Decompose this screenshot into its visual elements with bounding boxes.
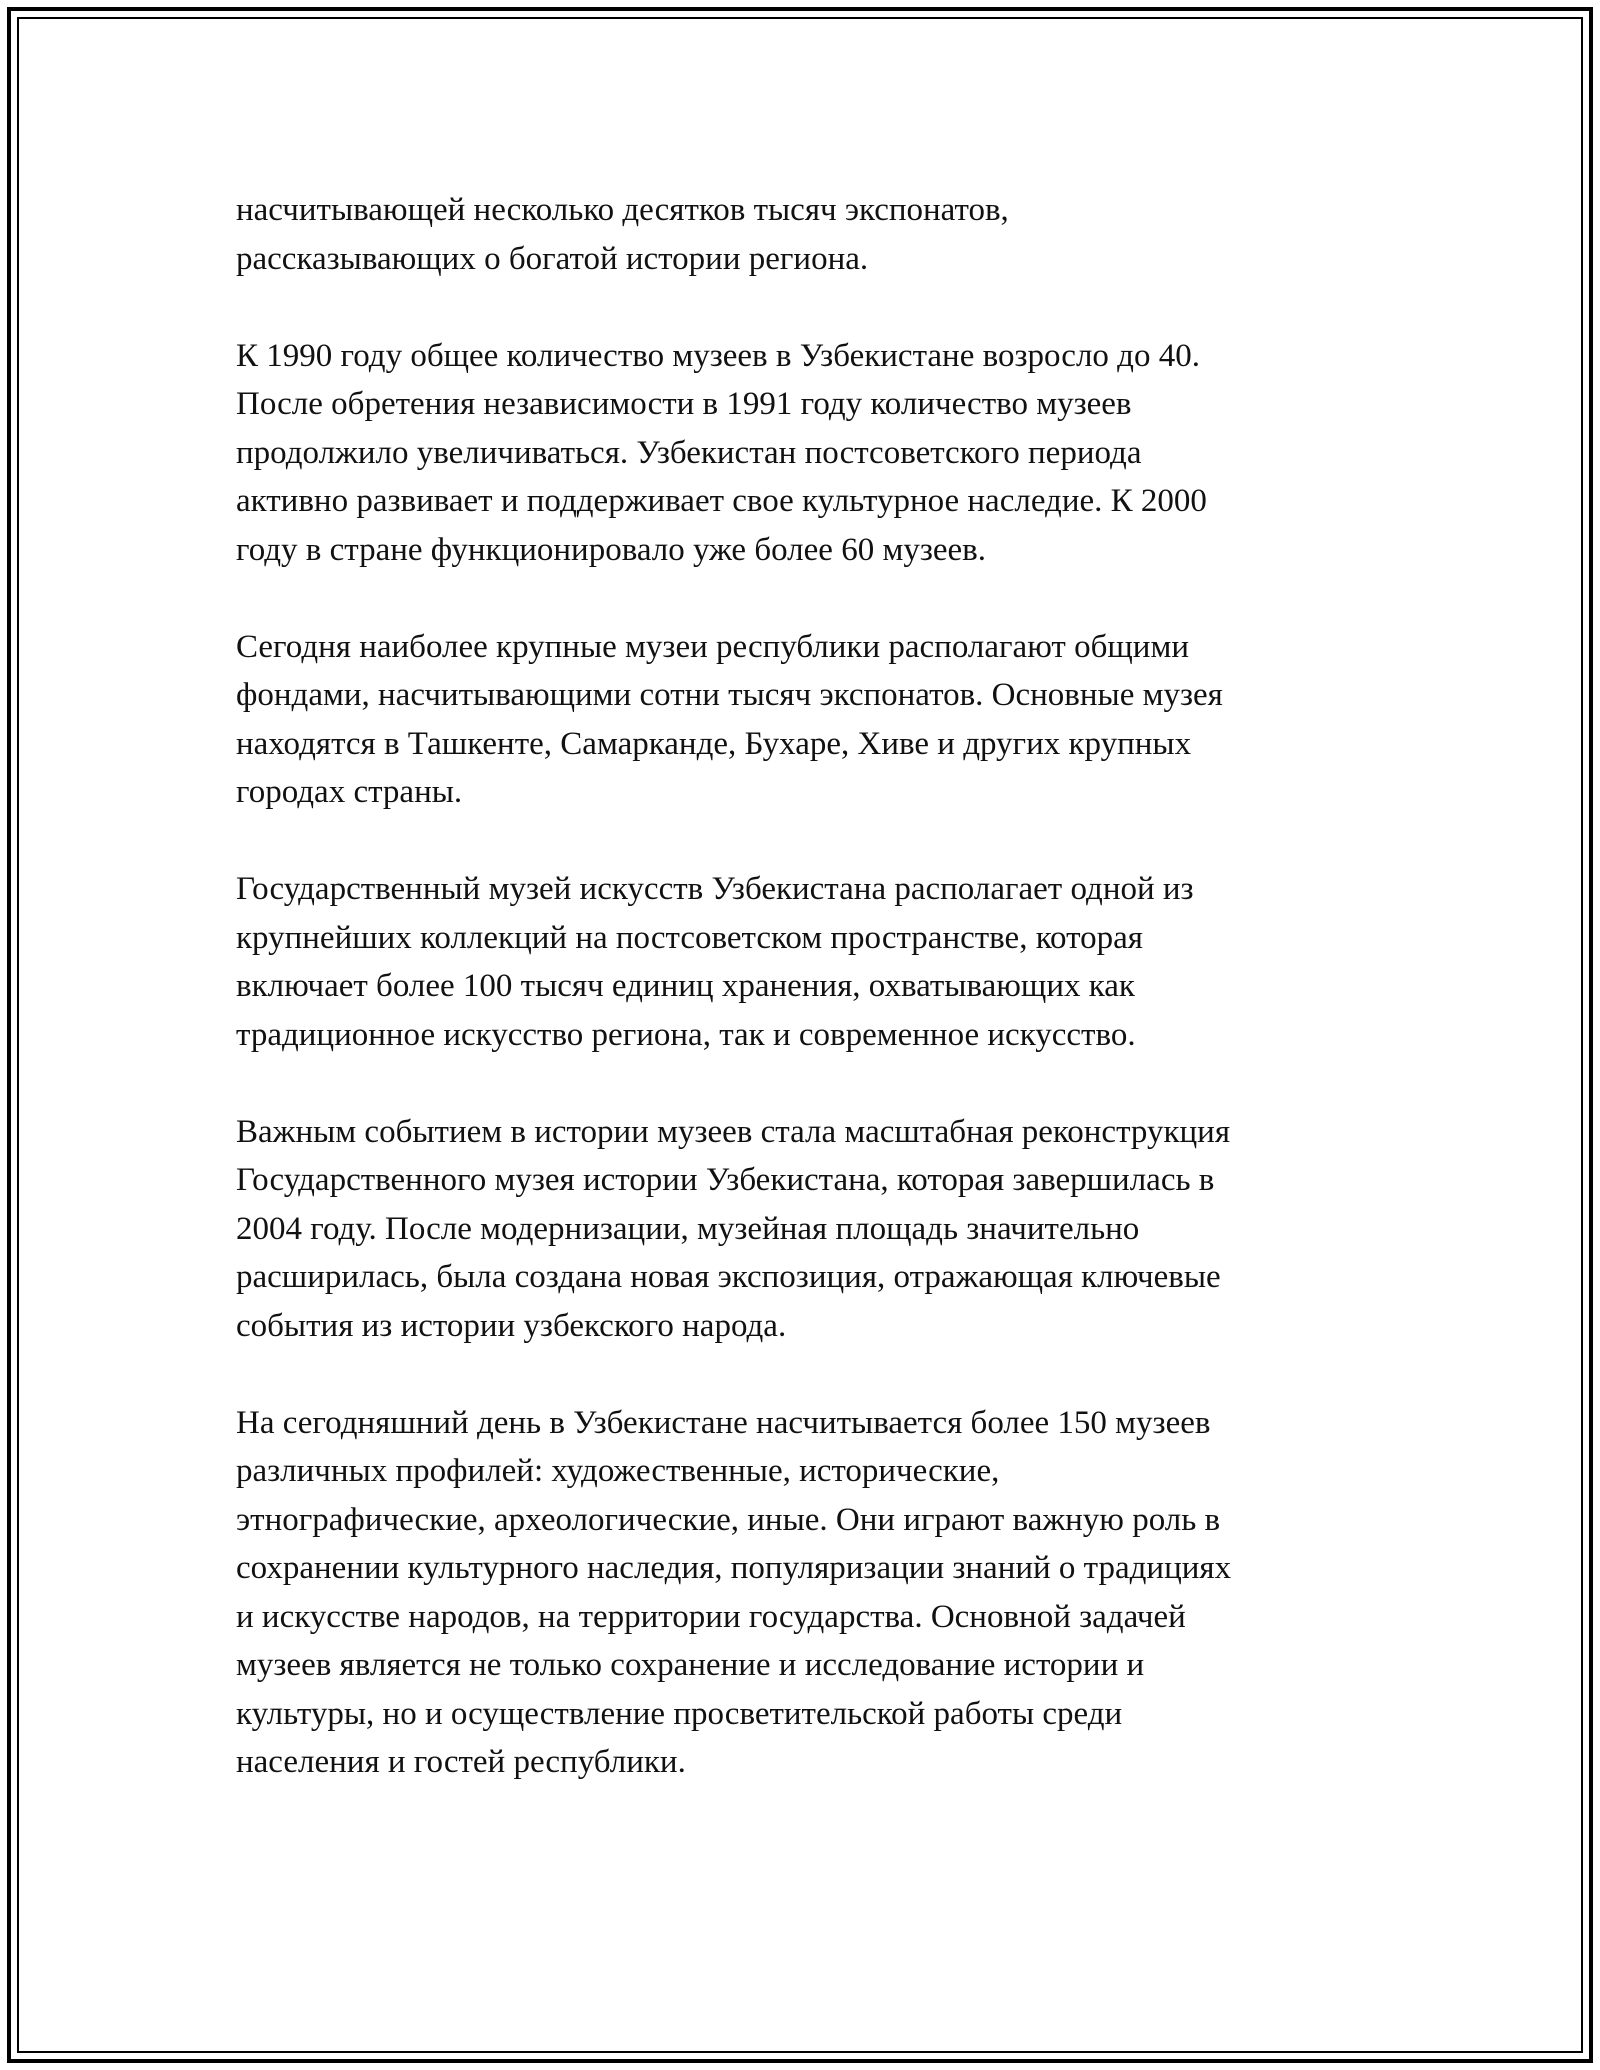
paragraph-6 [236, 1399, 1396, 1787]
text-line: фондами, насчитывающими сотни тысяч экспонатов. Основные музея [236, 677, 1223, 713]
text-line: Важным событием в истории музеев стала масштабная реконструкция [236, 1113, 1230, 1150]
document-body [236, 186, 1396, 1835]
text-line: рассказывающих о богатой истории региона. [236, 240, 869, 277]
text-line: продолжило увеличиваться. Узбекистан постсоветского периода [236, 434, 1142, 471]
text-line: насчитывающей несколько десятков тысяч экспонатов, [236, 192, 1009, 228]
text-line: году в стране функционировало уже более 60 музеев. [236, 531, 986, 568]
text-line: Государственного музея истории Узбекистана, которая завершилась в [236, 1162, 1215, 1198]
text-line: крупнейших коллекций на постсоветском пространстве, которая [236, 919, 1143, 956]
text-line: Государственный музей искусств Узбекистана располагает одной из [236, 871, 1194, 907]
paragraph-4 [236, 865, 1396, 1059]
text-line: 2004 году. После модернизации, музейная площадь значительно [236, 1210, 1140, 1247]
text-line: Сегодня наиболее крупные музеи республики располагают общими [236, 628, 1189, 665]
paragraph-5 [236, 1108, 1396, 1351]
text-line: и искусстве народов, на территории государства. Основной задачей [236, 1598, 1186, 1635]
text-line: расширилась, была создана новая экспозиция, отражающая ключевые [236, 1259, 1221, 1295]
text-line: активно развивает и поддерживает свое культурное наследие. К 2000 [236, 483, 1207, 519]
text-line: населения и гостей республики. [236, 1744, 686, 1780]
text-line: музеев является не только сохранение и исследование истории и [236, 1647, 1145, 1683]
text-line: события из истории узбекского народа. [236, 1307, 787, 1344]
paragraph-2 [236, 332, 1396, 575]
text-line: различных профилей: художественные, исторические, [236, 1453, 1000, 1489]
text-line: этнографические, археологические, иные. Они играют важную роль в [236, 1501, 1221, 1538]
text-line: После обретения независимости в 1991 году количество музеев [236, 386, 1132, 422]
text-line: традиционное искусство региона, так и современное искусство. [236, 1016, 1136, 1053]
text-line: К 1990 году общее количество музеев в Узбекистане возросло до 40. [236, 337, 1200, 374]
paragraph-1 [236, 186, 1396, 283]
text-line: городах страны. [236, 774, 463, 810]
text-line: культуры, но и осуществление просветительской работы среди [236, 1695, 1123, 1732]
text-line: На сегодняшний день в Узбекистане насчитывается более 150 музеев [236, 1404, 1211, 1441]
text-line: сохранении культурного наследия, популяризации знаний о традициях [236, 1550, 1232, 1586]
text-line: находятся в Ташкенте, Самарканде, Бухаре, Хиве и других крупных [236, 725, 1192, 762]
text-line: включает более 100 тысяч единиц хранения, охватывающих как [236, 968, 1135, 1004]
paragraph-3 [236, 623, 1396, 817]
